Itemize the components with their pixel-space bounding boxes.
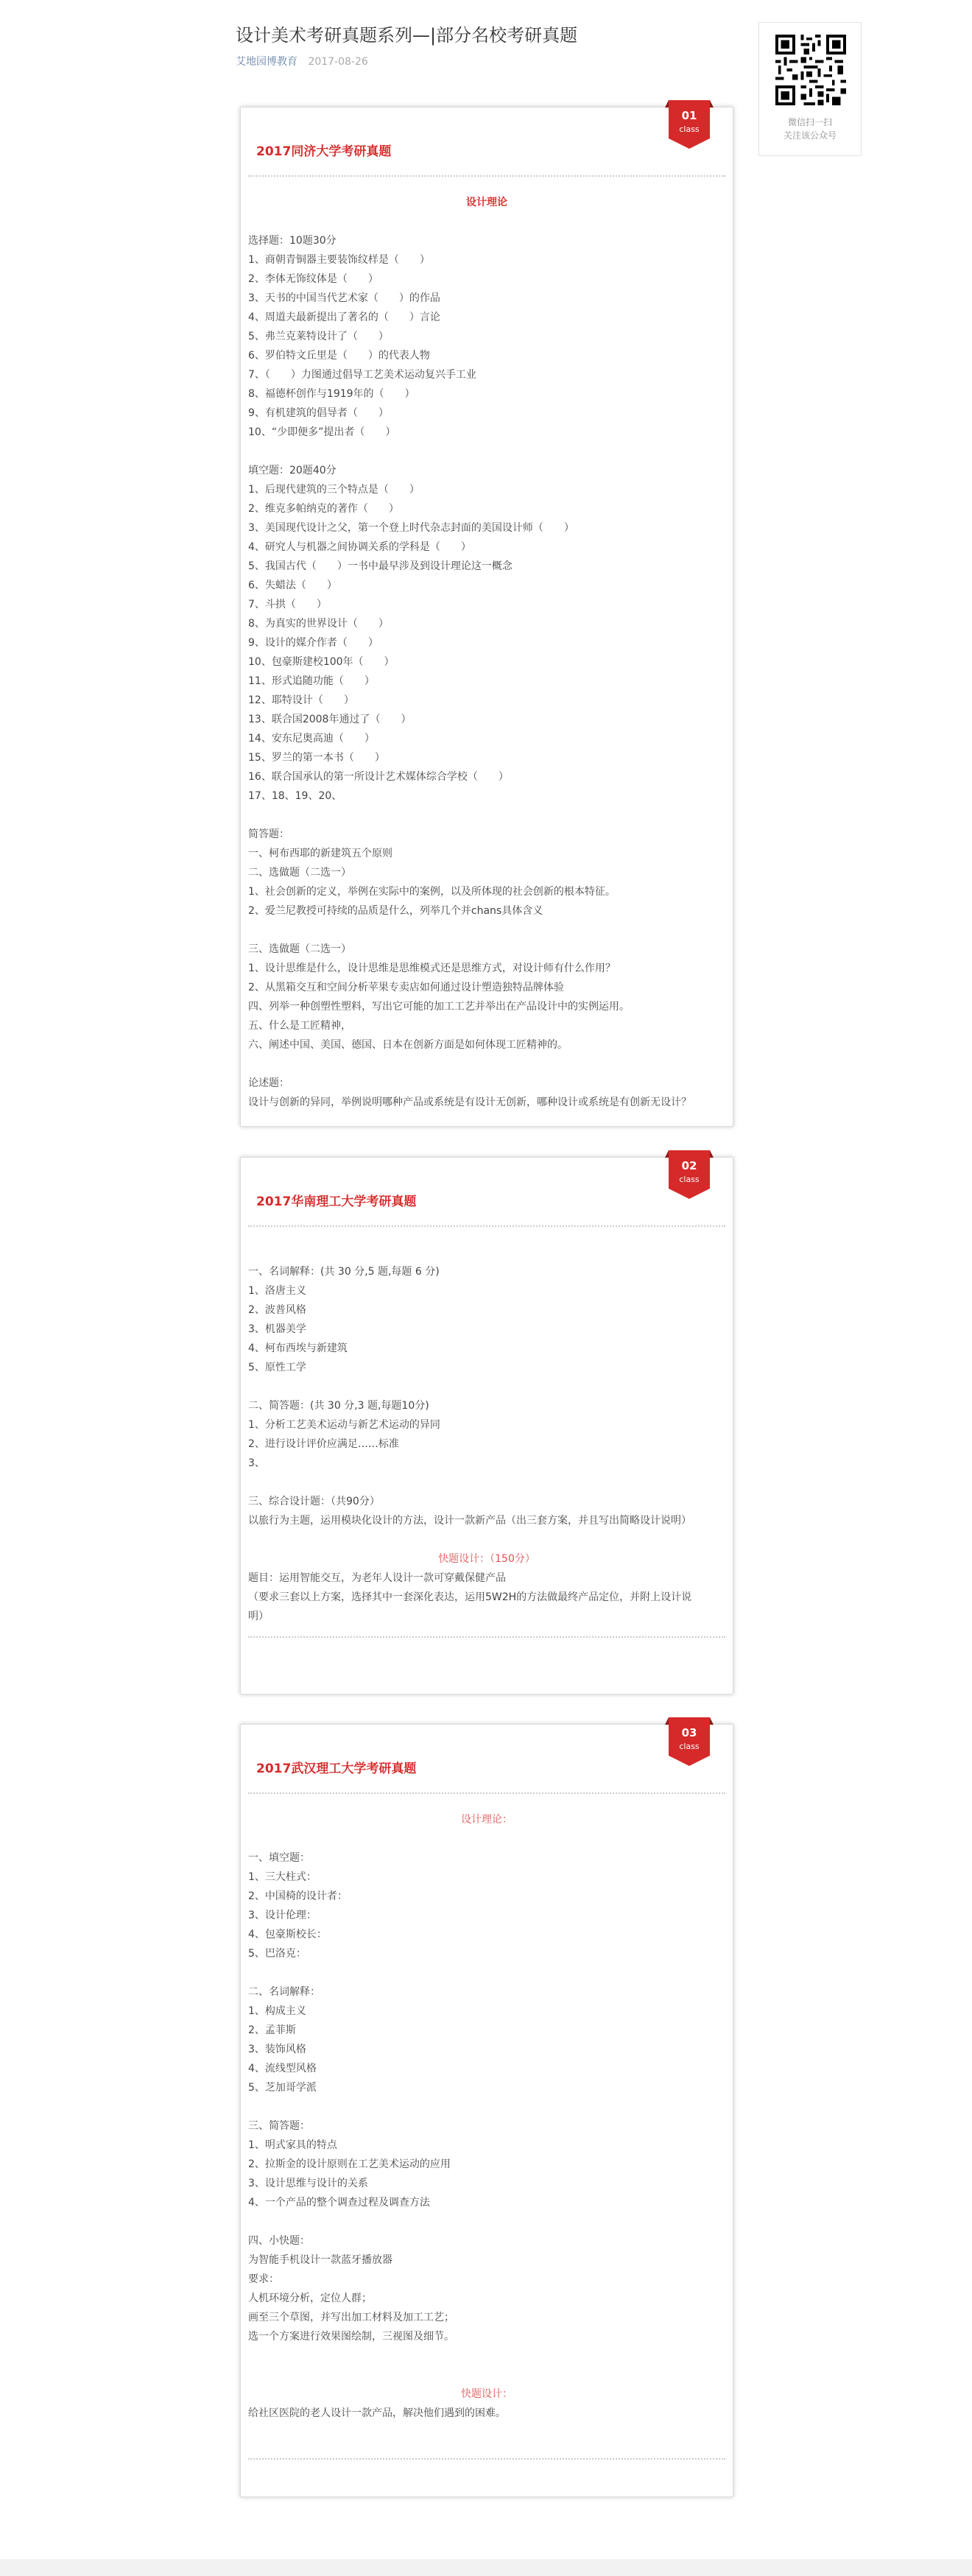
article-header <box>236 22 736 69</box>
blank-line <box>248 2097 725 2116</box>
blank-line <box>248 1530 725 1549</box>
question-line: 1、分析工艺美术运动与新艺术运动的异同 <box>248 1419 440 1431</box>
section-number: 03 <box>681 1726 697 1739</box>
question-line: 快题设计：（150分） <box>438 1553 535 1565</box>
question-line: 2、维克多帕纳克的著作（ ） <box>248 503 399 515</box>
question-line: 2、波普风格 <box>248 1304 306 1316</box>
blank-line <box>248 2365 725 2385</box>
question-line: 二、简答题：(共 30 分,3 题,每题10分) <box>248 1400 429 1412</box>
question-line: 论述题： <box>248 1077 289 1089</box>
blank-line <box>248 212 725 231</box>
question-line: 画至三个草图，并写出加工材料及加工工艺； <box>248 2312 454 2323</box>
question-line: 1、社会创新的定义，举例在实际中的案例，以及所体现的社会创新的根本特征。 <box>248 886 616 898</box>
question-line: 7、斗拱（ ） <box>248 599 327 610</box>
question-line: 六、阐述中国、美国、德国、日本在创新方面是如何体现工匠精神的。 <box>248 1039 568 1051</box>
question-line: 设计与创新的异同，举例说明哪种产品或系统是有设计无创新，哪种设计或系统是有创新无设计？ <box>248 1097 691 1108</box>
question-line: 三、综合设计题：（共90分） <box>248 1496 380 1507</box>
question-line: 一、名词解释：(共 30 分,5 题,每题 6 分) <box>248 1266 440 1278</box>
article-meta <box>236 54 736 69</box>
question-line: 五、什么是工匠精神， <box>248 1020 351 1032</box>
question-line: 5、弗兰克莱特设计了（ ） <box>248 331 389 342</box>
question-line: 13、联合国2008年通过了（ ） <box>248 714 412 725</box>
question-line: 3、机器美学 <box>248 1323 306 1335</box>
question-line: 给社区医院的老人设计一款产品，解决他们遇到的困难。 <box>248 2407 506 2419</box>
question-line: 四、列举一种创塑性塑料，写出它可能的加工工艺并举出在产品设计中的实例运用。 <box>248 1001 630 1013</box>
question-line: 9、设计的媒介作者（ ） <box>248 637 378 649</box>
dotted-divider <box>248 1792 725 1794</box>
question-line: 4、一个产品的整个调查过程及调查方法 <box>248 2197 430 2209</box>
dotted-divider <box>248 175 725 177</box>
question-line: 15、罗兰的第一本书（ ） <box>248 752 385 764</box>
card-title: 2017同济大学考研真题 <box>256 144 392 159</box>
blank-line <box>248 1055 725 1074</box>
exam-card-2 <box>240 1157 733 1695</box>
qr-code-icon <box>775 35 846 105</box>
question-line: 题目：运用智能交互，为老年人设计一款可穿戴保健产品 <box>248 1572 506 1584</box>
question-line: 17、18、19、20、 <box>248 790 342 802</box>
question-line: 填空题：20题40分 <box>248 465 337 476</box>
dotted-divider <box>248 1225 725 1227</box>
blank-line <box>248 2346 725 2365</box>
question-line: 4、周道夫最新提出了著名的（ ）言论 <box>248 312 440 323</box>
question-line: 2、从黑箱交互和空间分析苹果专卖店如何通过设计塑造独特品牌体验 <box>248 982 564 993</box>
question-line: 14、安东尼奥高迪（ ） <box>248 733 375 745</box>
question-line: 要求： <box>248 2273 279 2285</box>
card-title: 2017华南理工大学考研真题 <box>256 1194 417 1209</box>
question-line: 4、流线型风格 <box>248 2063 317 2074</box>
question-line: 3、装饰风格 <box>248 2044 306 2055</box>
question-line: （要求三套以上方案，选择其中一套深化表达，运用5W2H的方法做最终产品定位，并附上设计说 <box>248 1591 692 1603</box>
question-line: 明） <box>248 1611 269 1622</box>
question-line: 2、孟菲斯 <box>248 2024 296 2036</box>
blank-line <box>248 1829 725 1848</box>
question-line: 简答题： <box>248 828 289 840</box>
qr-caption-line2: 关注该公众号 <box>783 130 837 141</box>
question-line: 3、设计伦理： <box>248 1910 317 1921</box>
section-badge-label: class <box>679 124 700 134</box>
question-line: 二、选做题（二选一） <box>248 867 351 879</box>
section-number-badge <box>665 100 714 150</box>
publish-date: 2017-08-26 <box>308 56 368 68</box>
qr-code-panel <box>758 22 862 156</box>
dotted-divider-bottom <box>248 1636 725 1638</box>
question-line: 11、形式追随功能（ ） <box>248 675 375 687</box>
question-line: 设计理论 <box>466 197 507 208</box>
question-line: 1、三大柱式： <box>248 1871 317 1883</box>
qr-caption-line1: 微信扫一扫 <box>787 117 832 127</box>
exam-card-3 <box>240 1724 733 2497</box>
question-line: 选择题：10题30分 <box>248 235 337 247</box>
question-line: 3、美国现代设计之父，第一个登上时代杂志封面的美国设计师（ ） <box>248 522 574 534</box>
page-footer-band <box>0 2559 972 2576</box>
question-line: 4、柯布西埃与新建筑 <box>248 1342 348 1354</box>
question-line: 4、包豪斯校长： <box>248 1929 327 1940</box>
question-line: 快题设计： <box>461 2388 513 2400</box>
question-line: 6、罗伯特文丘里是（ ）的代表人物 <box>248 350 430 362</box>
qr-caption <box>759 116 861 142</box>
section-number-badge <box>665 1150 714 1200</box>
question-line: 一、填空题： <box>248 1852 310 1864</box>
section-number-badge <box>665 1717 714 1767</box>
question-line: 3、 <box>248 1457 265 1469</box>
exam-questions <box>248 1243 725 1626</box>
blank-line <box>248 1963 725 1982</box>
question-line: 1、明式家具的特点 <box>248 2139 337 2151</box>
question-line: 为智能手机设计一款蓝牙播放器 <box>248 2254 392 2266</box>
question-line: 四、小快题： <box>248 2235 310 2247</box>
dotted-divider-bottom <box>248 2458 725 2460</box>
blank-line <box>248 1243 725 1262</box>
blank-line <box>248 1473 725 1492</box>
section-number: 02 <box>681 1159 697 1172</box>
card-title: 2017武汉理工大学考研真题 <box>256 1762 417 1776</box>
blank-line <box>248 2212 725 2231</box>
question-line: 2、中国椅的设计者： <box>248 1890 348 1902</box>
question-line: 以旅行为主题，运用模块化设计的方法，设计一款新产品（出三套方案，并且写出简略设计说明） <box>248 1515 691 1527</box>
article-title: 设计美术考研真题系列—|部分名校考研真题 <box>236 25 578 46</box>
question-line: 一、柯布西耶的新建筑五个原则 <box>248 848 392 859</box>
blank-line <box>248 806 725 825</box>
exam-questions <box>248 1810 725 2423</box>
question-line: 二、名词解释： <box>248 1986 320 1998</box>
question-line: 1、构成主义 <box>248 2005 306 2017</box>
question-line: 5、我国古代（ ）一书中最早涉及到设计理论这一概念 <box>248 560 513 572</box>
question-line: 2、进行设计评价应满足……标准 <box>248 1438 399 1450</box>
question-line: 3、天书的中国当代艺术家（ ）的作品 <box>248 292 440 304</box>
question-line: 三、简答题： <box>248 2120 310 2132</box>
question-line: 8、为真实的世界设计（ ） <box>248 618 389 630</box>
question-line: 6、失蜡法（ ） <box>248 580 337 591</box>
question-line: 1、洛唐主义 <box>248 1285 306 1297</box>
question-line: 9、有机建筑的倡导者（ ） <box>248 407 389 419</box>
question-line: 10、“少即便多”提出者（ ） <box>248 426 396 438</box>
author-link[interactable]: 艾地园博教育 <box>236 56 297 68</box>
question-line: 1、设计思维是什么，设计思维是思维模式还是思维方式，对设计师有什么作用？ <box>248 963 616 974</box>
exam-questions <box>248 193 725 1112</box>
question-line: 2、爱兰尼教授可持续的品质是什么，列举几个并chans具体含义 <box>248 905 543 917</box>
blank-line <box>248 921 725 940</box>
section-badge-label: class <box>679 1175 700 1184</box>
exam-card-1 <box>240 107 733 1127</box>
question-line: 3、设计思维与设计的关系 <box>248 2178 368 2189</box>
question-line: 10、包豪斯建校100年（ ） <box>248 656 395 668</box>
question-line: 5、芝加哥学派 <box>248 2082 317 2094</box>
question-line: 5、巴洛克： <box>248 1948 306 1960</box>
question-line: 1、商朝青铜器主要装饰纹样是（ ） <box>248 254 430 266</box>
question-line: 2、拉斯金的设计原则在工艺美术运动的应用 <box>248 2158 451 2170</box>
question-line: 设计理论： <box>461 1814 513 1826</box>
question-line: 1、后现代建筑的三个特点是（ ） <box>248 484 420 496</box>
section-badge-label: class <box>679 1742 700 1751</box>
question-line: 人机环境分析，定位人群； <box>248 2292 372 2304</box>
question-line: 16、联合国承认的第一所设计艺术媒体综合学校（ ） <box>248 771 509 783</box>
question-line: 三、选做题（二选一） <box>248 943 351 955</box>
question-line: 12、耶特设计（ ） <box>248 694 354 706</box>
section-number: 01 <box>681 109 697 122</box>
question-line: 选一个方案进行效果图绘制，三视图及细节。 <box>248 2331 454 2343</box>
question-line: 8、福德杯创作与1919年的（ ） <box>248 388 415 400</box>
blank-line <box>248 442 725 461</box>
question-line: 7、（ ）力图通过倡导工艺美术运动复兴手工业 <box>248 369 476 381</box>
question-line: 4、研究人与机器之间协调关系的学科是（ ） <box>248 541 471 553</box>
question-line: 2、李体无饰纹体是（ ） <box>248 273 378 285</box>
question-line: 5、原性工学 <box>248 1362 306 1373</box>
blank-line <box>248 1377 725 1396</box>
